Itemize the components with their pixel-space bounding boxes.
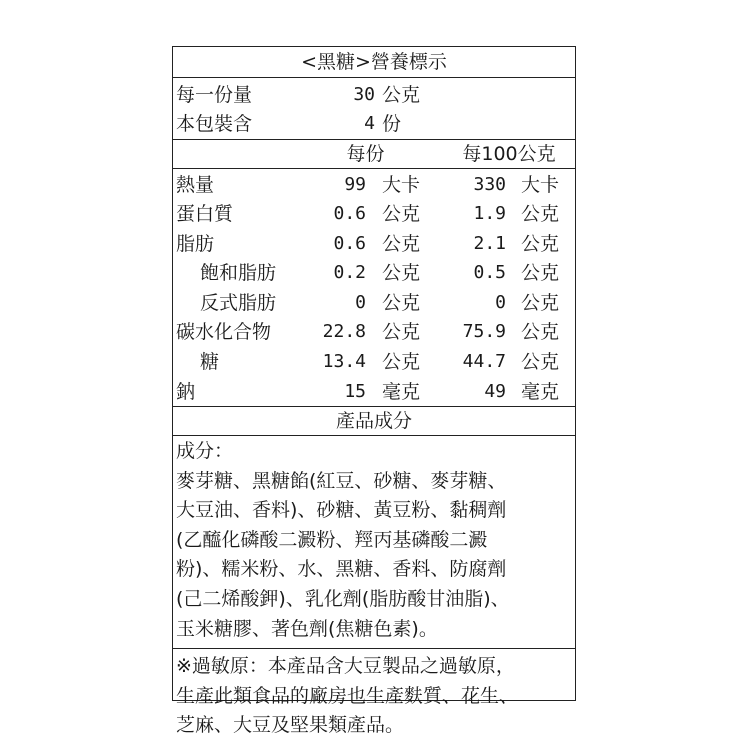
nutrient-name-trans-fat: 反式脂肪 bbox=[200, 292, 277, 314]
per-serving-value: 30 bbox=[353, 84, 375, 105]
servings-label: 本包裝含 bbox=[176, 113, 253, 135]
nutrient-name-calories: 熱量 bbox=[176, 174, 215, 196]
ingredients-line: 玉米糖膠、著色劑(焦糖色素)。 bbox=[176, 617, 438, 640]
nutrient-unit-per-100g: 公克 bbox=[521, 262, 560, 284]
nutrient-unit-per-100g: 公克 bbox=[521, 321, 560, 343]
nutrient-unit-per-100g: 公克 bbox=[521, 292, 560, 314]
nutrient-value-per-serving: 13.4 bbox=[322, 351, 366, 372]
nutrient-unit-per-100g: 公克 bbox=[521, 203, 560, 225]
nutrient-name-carbohydrate: 碳水化合物 bbox=[176, 321, 272, 343]
nutrient-value-per-serving: 0.6 bbox=[333, 203, 366, 224]
divider bbox=[173, 648, 575, 649]
allergen-line: 芝麻、大豆及堅果類產品。 bbox=[176, 714, 405, 737]
nutrient-value-per-100g: 2.1 bbox=[473, 233, 506, 254]
nutrient-unit-per-100g: 毫克 bbox=[521, 381, 560, 403]
per-serving-unit: 公克 bbox=[382, 84, 421, 106]
servings-unit: 份 bbox=[382, 113, 402, 135]
nutrient-value-per-serving: 15 bbox=[344, 381, 366, 402]
divider bbox=[173, 168, 575, 169]
allergen-line: ※過敏原：本產品含大豆製品之過敏原， bbox=[176, 655, 515, 678]
nutrient-value-per-serving: 0.2 bbox=[333, 262, 366, 283]
nutrient-value-per-serving: 0.6 bbox=[333, 233, 366, 254]
nutrient-value-per-100g: 44.7 bbox=[462, 351, 506, 372]
label-title: <黑糖>營養標示 bbox=[301, 51, 447, 73]
divider bbox=[173, 435, 575, 436]
nutrient-value-per-100g: 49 bbox=[484, 381, 506, 402]
ingredients-heading: 產品成分 bbox=[335, 410, 412, 432]
divider bbox=[173, 139, 575, 140]
divider bbox=[173, 406, 575, 407]
ingredients-line: 麥芽糖、黑糖餡(紅豆、砂糖、麥芽糖、 bbox=[176, 469, 507, 492]
nutrient-value-per-serving: 22.8 bbox=[322, 321, 366, 342]
column-per-serving: 每份 bbox=[346, 143, 385, 165]
allergen-line: 生產此類食品的廠房也生產麩質、花生、 bbox=[176, 684, 519, 707]
nutrient-name-sugar: 糖 bbox=[200, 351, 220, 373]
ingredients-line: 粉)、糯米粉、水、黑糖、香料、防腐劑 bbox=[176, 558, 507, 581]
ingredients-line: 成分： bbox=[176, 440, 234, 462]
column-per-100g: 每100公克 bbox=[462, 143, 556, 165]
nutrient-value-per-serving: 0 bbox=[355, 292, 366, 313]
nutrient-unit-per-100g: 公克 bbox=[521, 233, 560, 255]
nutrient-name-fat: 脂肪 bbox=[176, 233, 215, 255]
servings-value: 4 bbox=[364, 113, 375, 134]
divider bbox=[173, 77, 575, 78]
ingredients-line: 大豆油、香料)、砂糖、黃豆粉、黏稠劑 bbox=[176, 499, 507, 522]
nutrient-value-per-serving: 99 bbox=[344, 174, 366, 195]
nutrient-unit-per-serving: 毫克 bbox=[382, 381, 421, 403]
nutrient-unit-per-serving: 公克 bbox=[382, 321, 421, 343]
nutrient-unit-per-serving: 公克 bbox=[382, 233, 421, 255]
nutrient-unit-per-serving: 公克 bbox=[382, 292, 421, 314]
ingredients-line: (乙醯化磷酸二澱粉、羥丙基磷酸二澱 bbox=[176, 528, 488, 551]
nutrient-value-per-100g: 330 bbox=[473, 174, 506, 195]
nutrient-name-sodium: 鈉 bbox=[176, 381, 196, 403]
nutrition-label bbox=[172, 46, 576, 737]
nutrient-value-per-100g: 0.5 bbox=[473, 262, 506, 283]
nutrient-unit-per-100g: 大卡 bbox=[521, 174, 560, 196]
nutrient-unit-per-serving: 公克 bbox=[382, 262, 421, 284]
nutrient-value-per-100g: 1.9 bbox=[473, 203, 506, 224]
nutrient-unit-per-serving: 公克 bbox=[382, 351, 421, 373]
nutrient-unit-per-serving: 大卡 bbox=[382, 174, 421, 196]
nutrient-value-per-100g: 75.9 bbox=[462, 321, 506, 342]
nutrient-value-per-100g: 0 bbox=[495, 292, 506, 313]
nutrient-name-saturated-fat: 飽和脂肪 bbox=[200, 262, 277, 284]
nutrient-name-protein: 蛋白質 bbox=[176, 203, 234, 225]
nutrient-unit-per-serving: 公克 bbox=[382, 203, 421, 225]
ingredients-line: (己二烯酸鉀)、乳化劑(脂肪酸甘油脂)、 bbox=[176, 588, 510, 610]
nutrient-unit-per-100g: 公克 bbox=[521, 351, 560, 373]
per-serving-label: 每一份量 bbox=[176, 84, 253, 106]
